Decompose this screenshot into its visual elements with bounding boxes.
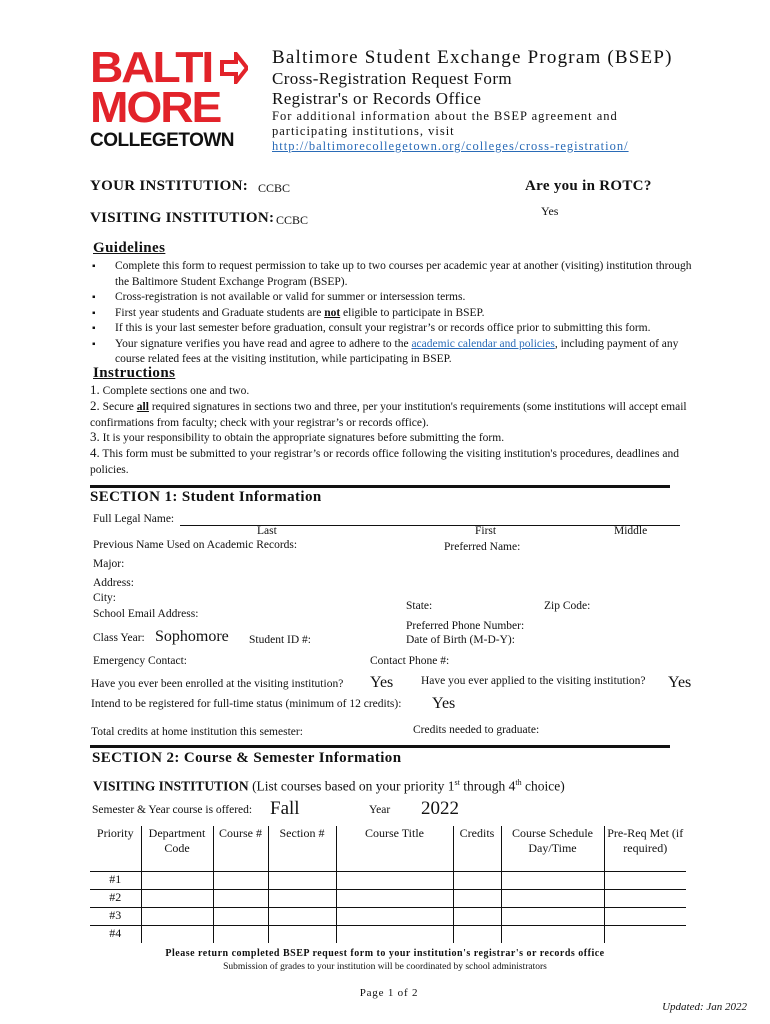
column-header: Course Title: [336, 826, 453, 871]
table-cell[interactable]: [268, 889, 336, 907]
section2-divider: [90, 745, 670, 748]
table-cell[interactable]: [501, 925, 604, 943]
student-id-label: Student ID #:: [249, 634, 311, 646]
emergency-contact-label: Emergency Contact:: [93, 655, 187, 667]
form-office: Registrar's or Records Office: [272, 89, 482, 108]
priority-cell: #1: [90, 871, 141, 889]
class-year-value[interactable]: Sophomore: [155, 628, 229, 645]
info-link[interactable]: http://baltimorecollegetown.org/colleges/cross-registration/: [272, 139, 629, 153]
rotc-value[interactable]: Yes: [541, 204, 559, 218]
logo-text-top: BALTI: [90, 43, 213, 92]
arrow-right-icon: [220, 52, 248, 84]
table-cell[interactable]: [501, 871, 604, 889]
table-cell[interactable]: [501, 907, 604, 925]
column-header: Credits: [453, 826, 501, 871]
guidelines-list: [90, 259, 700, 368]
first-name-caption: First: [475, 525, 497, 537]
class-year-label: Class Year:: [93, 632, 145, 644]
instruction-1: 1. Complete sections one and two.: [90, 382, 250, 397]
page-number: Page 1 of 2: [359, 987, 419, 999]
instructions-title: Instructions: [93, 365, 176, 381]
your-institution-value[interactable]: CCBC: [258, 181, 291, 195]
table-cell[interactable]: [604, 925, 686, 943]
table-cell[interactable]: [141, 889, 213, 907]
section2-title: SECTION 2: Course & Semester Information: [92, 750, 402, 766]
table-row[interactable]: [90, 907, 686, 925]
academic-calendar-link[interactable]: academic calendar and policies: [411, 337, 555, 350]
table-row[interactable]: [90, 871, 686, 889]
logo-subtitle: COLLEGETOWN: [90, 130, 235, 151]
dob-label: Date of Birth (M-D-Y):: [406, 634, 515, 646]
total-credits-label: Total credits at home institution this semester:: [91, 726, 303, 738]
table-cell[interactable]: [268, 871, 336, 889]
previous-name-label: Previous Name Used on Academic Records:: [93, 539, 298, 551]
visiting-institution-course-note: VISITING INSTITUTION (List courses based on your priority 1st through 4th choice): [93, 778, 565, 794]
column-header: Course Schedule Day/Time: [501, 826, 604, 871]
school-email-label: School Email Address:: [93, 608, 199, 620]
table-cell[interactable]: [213, 871, 268, 889]
applied-answer[interactable]: Yes: [668, 674, 692, 691]
guideline-item: ▪ Your signature verifies you have read and agree to adhere to the academic calendar and policies, including payment of any course related fees at the visiting institution, while participating in BSEP.: [90, 337, 700, 368]
table-cell[interactable]: [453, 871, 501, 889]
guideline-item: ▪ Cross-registration is not available or valid for summer or intersession terms.: [90, 290, 700, 306]
return-note: Please return completed BSEP request form to your institution's registrar's or records office: [165, 948, 605, 959]
table-cell[interactable]: [501, 889, 604, 907]
table-cell[interactable]: [268, 925, 336, 943]
guideline-item: ▪ If this is your last semester before graduation, consult your registrar’s or records office prior to submitting this form.: [90, 321, 700, 337]
column-header: Priority: [90, 826, 141, 871]
column-header: Department Code: [141, 826, 213, 871]
table-row[interactable]: [90, 889, 686, 907]
form-title: Baltimore Student Exchange Program (BSEP): [272, 47, 673, 68]
zip-label: Zip Code:: [544, 600, 591, 612]
year-value[interactable]: 2022: [421, 798, 459, 819]
course-table: [90, 826, 686, 943]
table-cell[interactable]: [141, 907, 213, 925]
info-line-1: For additional information about the BSEP agreement and: [272, 109, 618, 123]
address-label: Address:: [93, 577, 134, 589]
table-cell[interactable]: [336, 889, 453, 907]
table-row[interactable]: [90, 925, 686, 943]
column-header: Course #: [213, 826, 268, 871]
contact-phone-label: Contact Phone #:: [370, 655, 450, 667]
enrolled-answer[interactable]: Yes: [370, 674, 394, 691]
guidelines-title: Guidelines: [93, 240, 166, 256]
semester-label: Semester & Year course is offered:: [92, 804, 253, 816]
updated-date: Updated: Jan 2022: [662, 1001, 747, 1013]
table-cell[interactable]: [336, 925, 453, 943]
table-cell[interactable]: [213, 889, 268, 907]
state-label: State:: [406, 600, 433, 612]
priority-cell: #3: [90, 907, 141, 925]
fulltime-question: Intend to be registered for full-time status (minimum of 12 credits):: [91, 698, 402, 710]
year-label: Year: [369, 804, 391, 816]
section1-divider: [90, 485, 670, 488]
semester-value[interactable]: Fall: [270, 798, 300, 819]
full-legal-name-line[interactable]: [180, 525, 680, 526]
guideline-item: ▪ Complete this form to request permission to take up to two courses per academic year at another (visiting) institution through the Baltimore Student Exchange Program (BSEP).: [90, 259, 700, 290]
form-subtitle: Cross-Registration Request Form: [272, 69, 512, 88]
grades-note: Submission of grades to your institution will be coordinated by school administrators: [223, 962, 547, 972]
table-cell[interactable]: [336, 907, 453, 925]
priority-cell: #4: [90, 925, 141, 943]
table-cell[interactable]: [213, 907, 268, 925]
table-cell[interactable]: [453, 889, 501, 907]
fulltime-answer[interactable]: Yes: [432, 695, 456, 712]
table-cell[interactable]: [268, 907, 336, 925]
column-header: Section #: [268, 826, 336, 871]
logo-line-2: MORE: [90, 83, 221, 132]
preferred-name-label: Preferred Name:: [444, 541, 521, 553]
instruction-3: 3. It is your responsibility to obtain the appropriate signatures before submitting the form.: [90, 429, 505, 444]
column-header: Pre-Req Met (if required): [604, 826, 686, 871]
applied-question: Have you ever applied to the visiting institution?: [421, 675, 646, 687]
table-cell[interactable]: [453, 925, 501, 943]
preferred-phone-label: Preferred Phone Number:: [406, 620, 525, 632]
table-cell[interactable]: [604, 907, 686, 925]
major-label: Major:: [93, 558, 125, 570]
info-line-2: participating institutions, visit: [272, 124, 455, 138]
full-legal-name-label: Full Legal Name:: [93, 513, 175, 525]
table-cell[interactable]: [453, 907, 501, 925]
rotc-label: Are you in ROTC?: [525, 178, 652, 194]
guideline-item: ▪ First year students and Graduate students are not eligible to participate in BSEP.: [90, 306, 700, 322]
collegetown-logo: [90, 43, 250, 156]
your-institution-label: YOUR INSTITUTION:: [90, 178, 249, 194]
visiting-institution-value[interactable]: CCBC: [276, 213, 309, 227]
last-name-caption: Last: [257, 525, 277, 537]
table-cell[interactable]: [336, 871, 453, 889]
table-cell[interactable]: [213, 925, 268, 943]
table-cell[interactable]: [141, 925, 213, 943]
visiting-institution-label: VISITING INSTITUTION:: [90, 210, 275, 226]
priority-cell: #2: [90, 889, 141, 907]
table-header-row: [90, 826, 686, 871]
section1-title: SECTION 1: Student Information: [90, 489, 322, 505]
table-cell[interactable]: [141, 871, 213, 889]
middle-name-caption: Middle: [614, 525, 648, 537]
table-cell[interactable]: [604, 889, 686, 907]
instruction-2: 2. Secure all required signatures in sections two and three, per your institution's requirements (some institutions will accept email confirmations from faculty; check with your registrar’s or records office).: [90, 398, 687, 429]
city-label: City:: [93, 592, 117, 604]
credits-needed-label: Credits needed to graduate:: [413, 724, 540, 736]
enrolled-question: Have you ever been enrolled at the visiting institution?: [91, 678, 344, 690]
table-cell[interactable]: [604, 871, 686, 889]
instruction-4: 4. This form must be submitted to your registrar’s or records office following the visiting institution's procedures, deadlines and policies.: [90, 445, 679, 476]
